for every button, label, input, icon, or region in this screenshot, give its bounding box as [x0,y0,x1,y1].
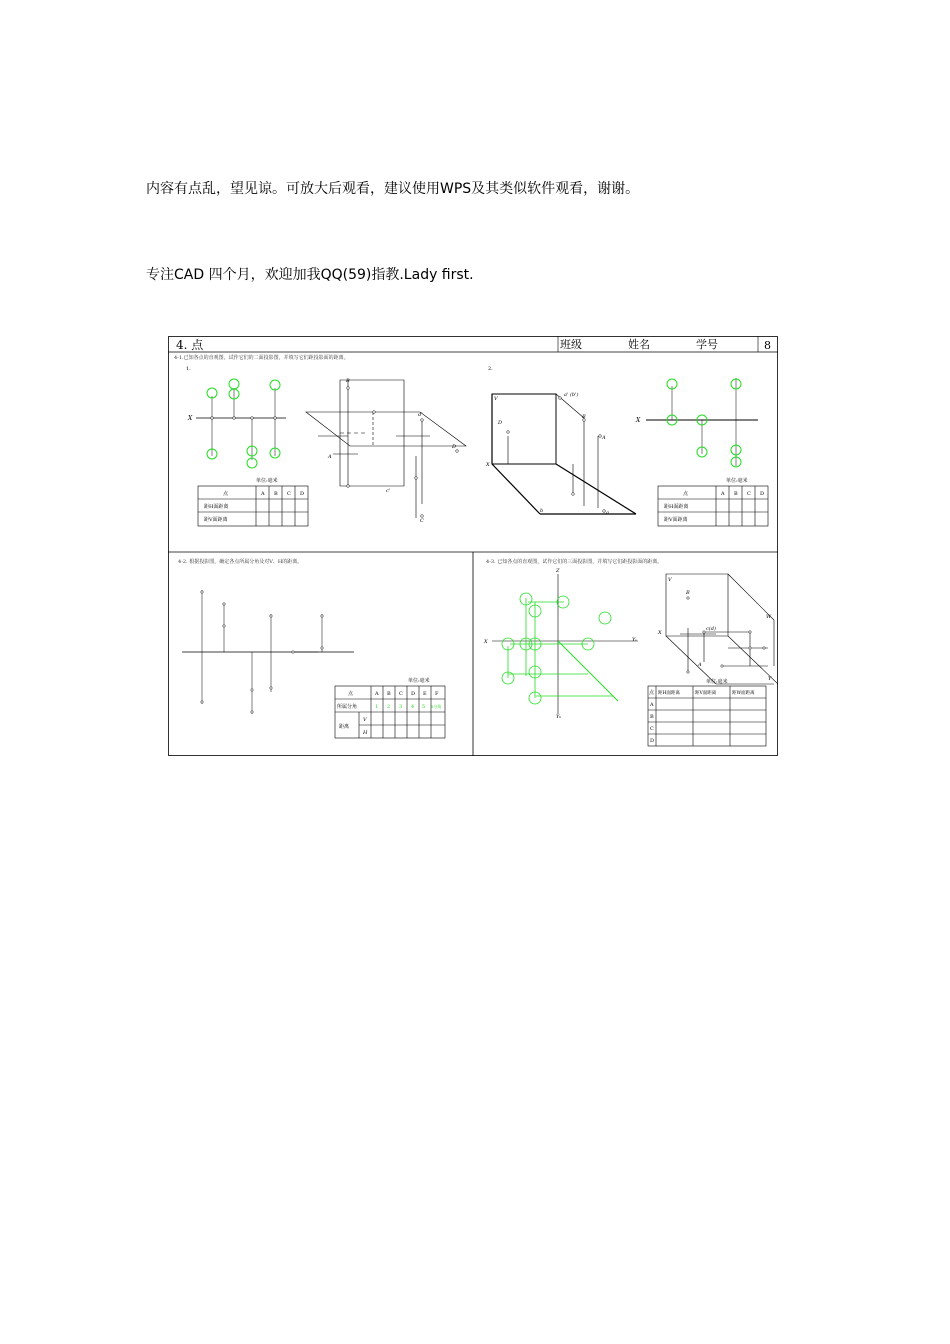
svg-text:E: E [423,691,427,697]
q3-unit: 单位:毫米 [706,679,728,685]
svg-text:距H面距离: 距H面距离 [204,504,229,510]
svg-text:Yₕ: Yₕ [556,714,562,720]
svg-text:D: D [411,691,416,697]
svg-text:4: 4 [411,704,415,710]
svg-text:D: D [650,738,655,744]
sheet-title: 4. 点 [176,338,204,352]
svg-text:B: B [274,491,278,497]
q1-2-axonometric [485,391,636,516]
svg-text:B: B [650,714,654,720]
svg-text:距V面距离: 距V面距离 [695,691,717,696]
q3-caption: 4-3. 已知各点的直观图，试作它们的三面投影图，并填写它们距投影面的距离。 [486,559,663,565]
svg-text:A: A [698,662,702,668]
svg-text:F: F [435,691,439,697]
q1-sub1-label: 1. [186,366,191,372]
q1-sub2-label: 2. [488,366,493,372]
svg-text:D: D [760,491,765,497]
q1-table-left [198,477,308,526]
svg-text:b: b [540,508,544,514]
svg-text:D: D [498,420,503,426]
svg-text:所属分角: 所属分角 [337,704,358,710]
q3-table [648,678,766,746]
svg-text:B: B [686,590,690,596]
svg-text:W: W [766,614,772,620]
svg-text:距H面距离: 距H面距离 [664,504,689,510]
svg-text:V: V [668,577,672,583]
q1-unit-right: 单位:毫米 [726,478,748,484]
contact-paragraph: 专注CAD 四个月，欢迎加我QQ(59)指教.Lady first. [146,267,474,283]
student-id-field-label: 学号 [696,338,718,351]
svg-text:A: A [261,491,265,497]
svg-text:B: B [387,691,391,697]
intro-paragraph: 内容有点乱，望见谅。可放大后观看，建议使用WPS及其类似软件观看，谢谢。 [146,181,640,197]
svg-text:V: V [363,717,367,723]
svg-text:距V面距离: 距V面距离 [204,517,228,523]
svg-text:C: C [399,691,403,697]
svg-text:X: X [188,415,193,422]
svg-text:距H面距离: 距H面距离 [658,691,680,696]
svg-text:C: C [287,491,291,497]
svg-text:点: 点 [649,690,655,696]
svg-text:点: 点 [223,491,229,497]
svg-text:1: 1 [375,704,379,710]
svg-text:A: A [375,691,379,697]
svg-text:B: B [346,378,350,384]
svg-text:V: V [494,396,498,402]
svg-text:D: D [452,444,457,450]
svg-text:A: A [650,702,654,708]
q2-projection [182,590,354,714]
class-field-label: 班级 [560,338,582,351]
svg-text:a' (b'): a' (b') [564,392,579,398]
q2-caption: 4-2. 根据投影图，确定各点所属分角及对V、H的距离。 [178,559,303,565]
q2-unit: 单位:毫米 [408,678,430,684]
svg-text:C: C [747,491,751,497]
svg-text:点: 点 [348,691,354,697]
svg-text:Yᵥ: Yᵥ [632,637,638,643]
q1-caption: 4-1.已知各点的直观图，试作它们的二面投影图，并填写它们距投影面的距离。 [174,355,349,361]
svg-text:5分角: 5分角 [431,704,442,709]
svg-text:c(d): c(d) [706,626,716,632]
q1-2-projection [635,378,758,467]
svg-text:Z: Z [556,568,560,574]
svg-text:H: H [363,730,368,736]
name-field-label: 姓名 [628,338,650,351]
svg-text:X: X [658,630,662,636]
q1-unit-left: 单位:毫米 [256,478,278,484]
svg-text:c': c' [386,488,391,494]
svg-text:X: X [486,462,490,468]
svg-text:Y: Y [768,676,772,682]
svg-text:A: A [328,454,332,460]
svg-text:距离: 距离 [339,724,350,730]
svg-text:2: 2 [387,704,391,710]
svg-text:d': d' [418,412,423,418]
svg-text:B: B [582,414,586,420]
q1-table-right [658,477,768,526]
svg-text:D: D [300,491,305,497]
svg-text:A: A [602,435,606,441]
svg-text:C: C [650,726,654,732]
svg-text:a: a [606,510,609,516]
svg-text:B: B [734,491,738,497]
svg-text:X: X [636,417,641,424]
q3-projection [483,568,638,720]
page-number: 8 [764,339,771,352]
svg-text:C: C [420,518,424,524]
q2-table [335,677,445,738]
svg-text:3: 3 [399,704,403,710]
svg-text:点: 点 [683,491,689,497]
svg-text:X: X [484,639,488,645]
drawing-sheet [168,336,778,756]
svg-text:距V面距离: 距V面距离 [664,517,688,523]
svg-text:5: 5 [422,704,426,710]
q1-1-projection [187,379,286,468]
svg-text:A: A [721,491,725,497]
q3-axonometric [657,574,778,684]
svg-text:距W面距离: 距W面距离 [732,691,755,696]
q1-1-axonometric [306,378,466,524]
